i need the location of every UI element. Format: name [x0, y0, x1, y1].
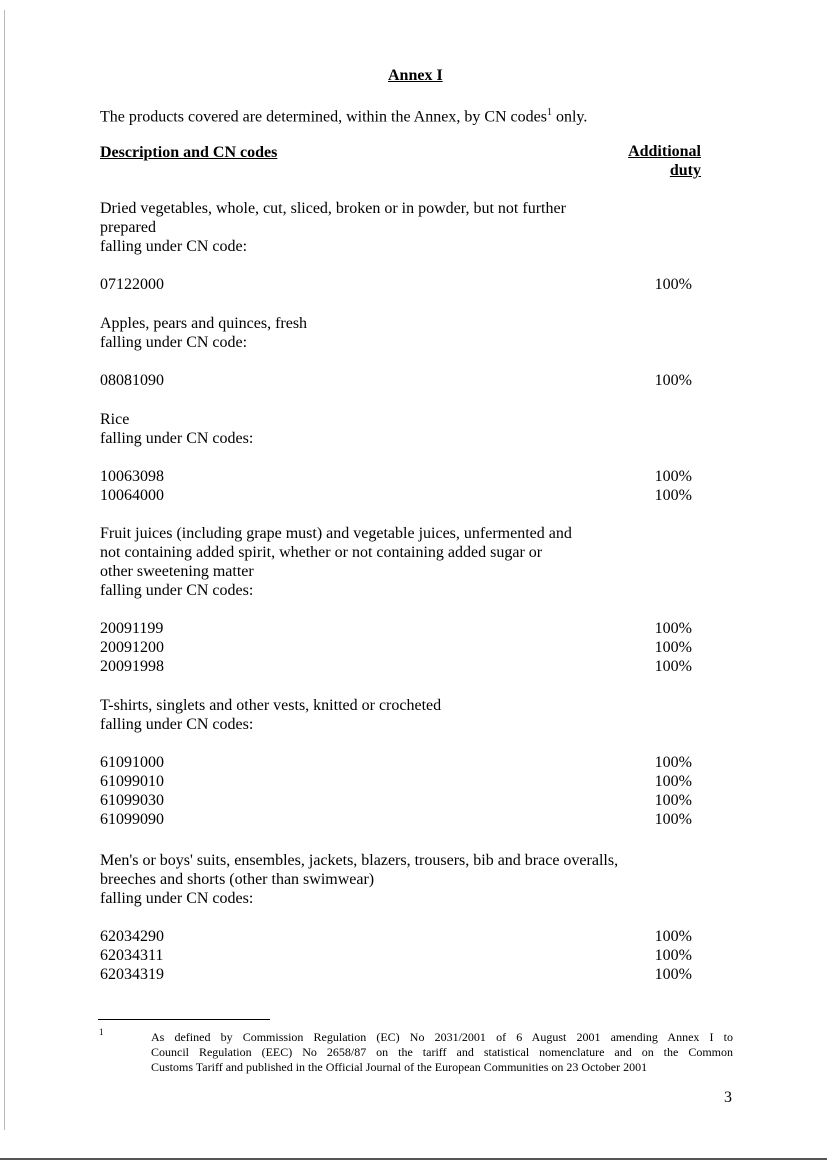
- footnote-line: Customs Tariff and published in the Official Journal of the European Communities on 23 October 2001: [151, 1060, 648, 1074]
- product-description-line: prepared: [100, 219, 156, 236]
- cn-code: 61099030: [100, 792, 164, 809]
- additional-duty: 100%: [654, 754, 692, 771]
- intro-text-after: only.: [551, 108, 588, 126]
- footnote-separator: [98, 1019, 270, 1020]
- additional-duty: 100%: [654, 811, 692, 828]
- intro-text-before: The products covered are determined, within the Annex, by CN codes: [100, 108, 547, 126]
- product-description-line: falling under CN codes:: [100, 890, 254, 907]
- additional-duty: 100%: [654, 928, 692, 945]
- cn-code: 08081090: [100, 372, 164, 389]
- additional-duty: 100%: [654, 620, 692, 637]
- footnote-line: As defined by Commission Regulation (EC) No 2031/2001 of 6 August 2001 amending Annex I to: [151, 1030, 733, 1044]
- additional-duty: 100%: [654, 947, 692, 964]
- product-description-line: Men's or boys' suits, ensembles, jackets, blazers, trousers, bib and brace overalls,: [100, 852, 619, 869]
- product-description-line: Fruit juices (including grape must) and vegetable juices, unfermented and: [100, 525, 572, 542]
- footnote-ref: 1: [546, 107, 552, 118]
- additional-duty: 100%: [654, 487, 692, 504]
- cn-code: 07122000: [100, 276, 164, 293]
- cn-code: 62034290: [100, 928, 164, 945]
- additional-duty: 100%: [654, 468, 692, 485]
- page-title: Annex I: [388, 67, 443, 84]
- product-description-line: not containing added spirit, whether or not containing added sugar or: [100, 544, 543, 561]
- additional-duty: 100%: [654, 639, 692, 656]
- duty-header: [600, 142, 701, 180]
- additional-duty: 100%: [654, 966, 692, 983]
- footnote-line: Council Regulation (EEC) No 2658/87 on the tariff and statistical nomenclature and on the Common: [151, 1045, 733, 1059]
- cn-code: 62034311: [100, 947, 164, 964]
- product-description-line: falling under CN codes:: [100, 582, 254, 599]
- product-description-line: Dried vegetables, whole, cut, sliced, broken or in powder, but not further: [100, 200, 566, 217]
- product-description-line: falling under CN codes:: [100, 716, 254, 733]
- product-description-line: falling under CN code:: [100, 238, 248, 255]
- description-header: Description and CN codes: [100, 144, 278, 161]
- cn-code: 61099090: [100, 811, 164, 828]
- intro-text: [100, 103, 587, 126]
- cn-code: 61099010: [100, 773, 164, 790]
- additional-duty: 100%: [654, 372, 692, 389]
- product-description-line: falling under CN code:: [100, 334, 248, 351]
- scan-edge-bottom: [0, 1158, 827, 1160]
- additional-duty: 100%: [654, 658, 692, 675]
- footnote-text: [151, 1030, 733, 1075]
- additional-duty: 100%: [654, 792, 692, 809]
- cn-code: 20091200: [100, 639, 164, 656]
- product-description-line: Apples, pears and quinces, fresh: [100, 315, 308, 332]
- product-description-line: falling under CN codes:: [100, 430, 254, 447]
- scan-edge-left: [4, 10, 5, 1130]
- duty-header-line1: Additional: [628, 143, 701, 160]
- cn-code: 20091199: [100, 620, 164, 637]
- cn-code: 61091000: [100, 754, 164, 771]
- footnote-marker: 1: [99, 1027, 104, 1037]
- cn-code: 62034319: [100, 966, 164, 983]
- additional-duty: 100%: [654, 773, 692, 790]
- cn-code: 10064000: [100, 487, 164, 504]
- product-description-line: breeches and shorts (other than swimwear): [100, 871, 375, 888]
- cn-code: 20091998: [100, 658, 164, 675]
- duty-header-line2: duty: [669, 162, 701, 179]
- product-description-line: T-shirts, singlets and other vests, knitted or crocheted: [100, 697, 442, 714]
- additional-duty: 100%: [654, 276, 692, 293]
- product-description-line: Rice: [100, 411, 130, 428]
- product-description-line: other sweetening matter: [100, 563, 254, 580]
- cn-code: 10063098: [100, 468, 164, 485]
- page-number: 3: [724, 1089, 732, 1106]
